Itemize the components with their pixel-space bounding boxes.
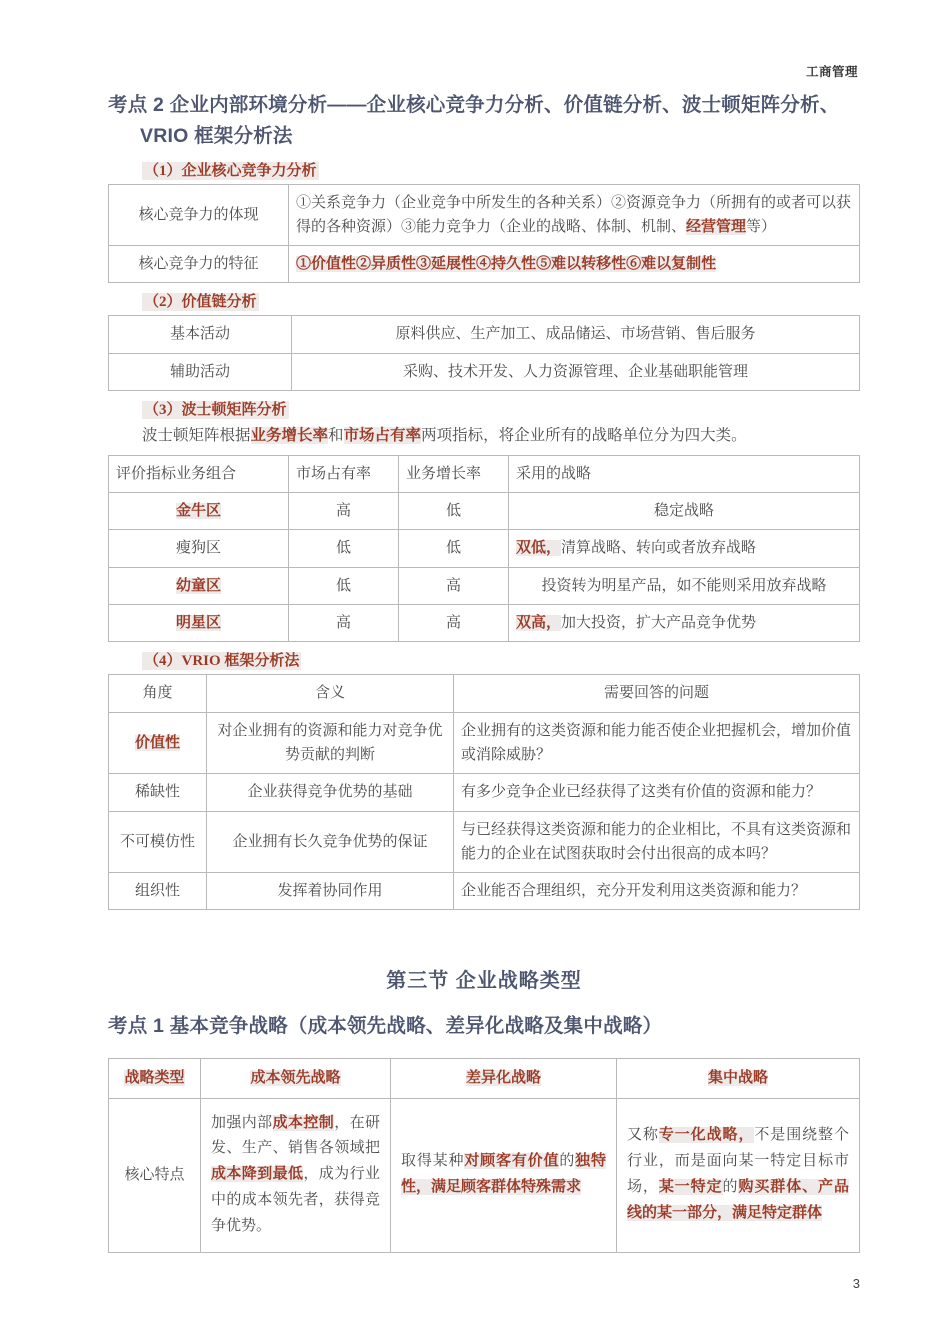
vrio-meaning-3: 发挥着协同作用 <box>207 873 454 910</box>
table-row <box>109 567 860 604</box>
table-row <box>109 184 860 246</box>
strategy-row-label: 核心特点 <box>109 1098 201 1252</box>
strategy-cost-cell <box>201 1098 391 1252</box>
kaodian1-title: 考点 1 基本竞争战略（成本领先战略、差异化战略及集中战略） <box>108 1015 663 1038</box>
bcg-header-2: 业务增长率 <box>399 455 509 492</box>
bcg-intro-pre: 波士顿矩阵根据 <box>142 427 251 445</box>
core-row1-highlight: 经营管理 <box>686 218 747 235</box>
core-feature-1: ①价值性 <box>296 256 357 273</box>
focus-p3: 的 <box>722 1179 739 1196</box>
spacer <box>108 993 860 1011</box>
focus-h3: 购买群体、产品线的某一部分，满足特定群体 <box>627 1179 849 1221</box>
vrio-header-0: 角度 <box>109 675 207 712</box>
focus-p1: 又称 <box>627 1127 659 1144</box>
strategy-header-0-label: 战略类型 <box>124 1070 185 1087</box>
cost-p3: ，成为行业中的成本领先者，获得竞争优势。 <box>211 1166 380 1234</box>
section-title: 第三节 企业战略类型 <box>386 970 582 993</box>
spacer <box>108 1046 860 1055</box>
subsection-heading-1-label: （1）企业核心竞争力分析 <box>144 162 317 179</box>
bcg-share-1: 低 <box>289 530 399 567</box>
strategy-header-3 <box>617 1059 860 1098</box>
vrio-question-0: 企业拥有的这类资源和能力能否使企业把握机会，增加价值或消除威胁？ <box>454 712 860 774</box>
table-core-competence <box>108 184 860 284</box>
bcg-zone-3 <box>109 605 289 642</box>
core-feature-4: ④持久性 <box>476 256 537 273</box>
diff-h1: 对顾客有价值 <box>464 1153 560 1170</box>
bcg-growth-2: 高 <box>399 567 509 604</box>
vrio-question-1: 有多少竞争企业已经获得了这类有价值的资源和能力？ <box>454 774 860 811</box>
bcg-strategy-3 <box>509 605 860 642</box>
bcg-strategy-2: 投资转为明星产品，如不能则采用放弃战略 <box>509 567 860 604</box>
core-row1-content <box>289 184 860 246</box>
table-row <box>109 811 860 873</box>
table-row <box>109 353 860 390</box>
bcg-strategy-3-hl: 双高， <box>516 615 562 632</box>
vrio-angle-2: 不可模仿性 <box>109 811 207 873</box>
vrio-meaning-2: 企业拥有长久竞争优势的保证 <box>207 811 454 873</box>
table-header-row <box>109 1059 860 1098</box>
bcg-growth-0: 低 <box>399 493 509 530</box>
page-title-line2: VRIO 框架分析法 <box>140 124 293 147</box>
bcg-header-0: 评价指标业务组合 <box>109 455 289 492</box>
vc-row1-label: 基本活动 <box>109 316 292 353</box>
table-basic-strategies <box>108 1058 860 1252</box>
bcg-growth-1: 低 <box>399 530 509 567</box>
subsection-heading-3-label: （3）波士顿矩阵分析 <box>144 402 287 419</box>
table-header-row <box>109 675 860 712</box>
vrio-question-3: 企业能否合理组织，充分开发利用这类资源和能力？ <box>454 873 860 910</box>
subsection-heading-4-label: （4）VRIO 框架分析法 <box>144 653 300 670</box>
cost-h1: 成本控制 <box>272 1114 335 1131</box>
table-vrio <box>108 674 860 910</box>
bcg-intro-post: 两项指标，将企业所有的战略单位分为四大类。 <box>421 427 747 445</box>
vrio-angle-0 <box>109 712 207 774</box>
vrio-angle-3: 组织性 <box>109 873 207 910</box>
subsection-heading-1 <box>142 159 860 180</box>
cost-p2: ，在研发、生产、销售各领域把 <box>211 1114 380 1157</box>
cost-h2: 成本降到最低 <box>211 1166 304 1183</box>
core-row2-content <box>289 246 860 283</box>
focus-h1: 专一化战略， <box>658 1127 755 1144</box>
bcg-strategy-1-text: 清算战略、转向或者放弃战略 <box>561 540 757 557</box>
strategy-header-3-label: 集中战略 <box>707 1070 768 1087</box>
core-feature-5: ⑤难以转移性 <box>536 256 627 273</box>
subsection-heading-2-label: （2）价值链分析 <box>144 294 257 311</box>
subsection-heading-2 <box>142 290 860 311</box>
subsection-heading-3 <box>142 398 860 419</box>
bcg-share-0: 高 <box>289 493 399 530</box>
bcg-zone-0 <box>109 493 289 530</box>
core-row1-pre: ①关系竞争力（企业竞争中所发生的各种关系）②资源竞争力（所拥有的或者可以获得的各种资源）③能力竞争力（企业的战略、体制、机制、 <box>296 194 852 235</box>
bcg-share-2: 低 <box>289 567 399 604</box>
running-header: 工商管理 <box>805 65 858 79</box>
core-feature-2: ②异质性 <box>356 256 417 273</box>
bcg-intro-hl2: 市场占有率 <box>343 427 422 445</box>
vrio-meaning-1: 企业获得竞争优势的基础 <box>207 774 454 811</box>
core-feature-6: ⑥难以复制性 <box>626 256 717 273</box>
bcg-zone-2-label: 幼童区 <box>175 577 221 594</box>
bcg-header-1: 市场占有率 <box>289 455 399 492</box>
vrio-header-2: 需要回答的问题 <box>454 675 860 712</box>
strategy-diff-cell <box>391 1098 617 1252</box>
bcg-intro-hl1: 业务增长率 <box>250 427 329 445</box>
table-header-row <box>109 455 860 492</box>
page-title-line1: 考点 2 企业内部环境分析——企业核心竞争力分析、价值链分析、波士顿矩阵分析、 <box>108 94 840 116</box>
vc-row2-label: 辅助活动 <box>109 353 292 390</box>
page-title <box>108 90 860 152</box>
strategy-focus-cell <box>617 1098 860 1252</box>
table-bcg-matrix <box>108 455 860 642</box>
table-row <box>109 493 860 530</box>
cost-p1: 加强内部 <box>211 1114 273 1131</box>
table-value-chain <box>108 315 860 391</box>
strategy-header-0 <box>109 1059 201 1098</box>
vc-row1-content: 原料供应、生产加工、成品储运、市场营销、售后服务 <box>292 316 860 353</box>
diff-p2: 的 <box>559 1153 576 1170</box>
table-row <box>109 316 860 353</box>
bcg-intro-mid: 和 <box>328 427 344 445</box>
section-spacer <box>108 912 860 964</box>
bcg-header-3: 采用的战略 <box>509 455 860 492</box>
strategy-header-1-label: 成本领先战略 <box>250 1070 341 1087</box>
vc-row2-content: 采购、技术开发、人力资源管理、企业基础职能管理 <box>292 353 860 390</box>
core-feature-3: ③延展性 <box>416 256 477 273</box>
strategy-header-2 <box>391 1059 617 1098</box>
core-row1-post: 等） <box>746 218 777 235</box>
diff-h2: 独特性，满足顾客群体特殊需求 <box>401 1153 606 1196</box>
bcg-strategy-3-text: 加大投资，扩大产品竞争优势 <box>561 615 757 632</box>
table-row <box>109 873 860 910</box>
table-row <box>109 246 860 283</box>
page-content <box>108 90 860 1255</box>
table-row <box>109 605 860 642</box>
strategy-header-2-label: 差异化战略 <box>465 1070 541 1087</box>
bcg-intro-paragraph <box>142 424 860 449</box>
bcg-strategy-0: 稳定战略 <box>509 493 860 530</box>
table-row <box>109 774 860 811</box>
page-number: 3 <box>852 1276 860 1291</box>
focus-p2: 不是围绕整个行业，而是面向某一特定目标市场， <box>627 1127 849 1196</box>
bcg-zone-2 <box>109 567 289 604</box>
bcg-zone-1: 瘦狗区 <box>109 530 289 567</box>
vrio-angle-1: 稀缺性 <box>109 774 207 811</box>
bcg-strategy-1-hl: 双低， <box>516 540 562 557</box>
vrio-angle-0-label: 价值性 <box>134 734 180 751</box>
table-row <box>109 530 860 567</box>
strategy-header-1 <box>201 1059 391 1098</box>
vrio-question-2: 与已经获得这类资源和能力的企业相比，不具有这类资源和能力的企业在试图获取时会付出很高的成本吗？ <box>454 811 860 873</box>
diff-p1: 取得某种 <box>401 1153 465 1170</box>
bcg-share-3: 高 <box>289 605 399 642</box>
vrio-meaning-0: 对企业拥有的资源和能力对竞争优势贡献的判断 <box>207 712 454 774</box>
table-row <box>109 712 860 774</box>
core-row1-label: 核心竞争力的体现 <box>109 184 289 246</box>
focus-h2: 某一特定 <box>658 1179 723 1196</box>
bcg-zone-0-label: 金牛区 <box>175 503 221 520</box>
bcg-strategy-1 <box>509 530 860 567</box>
bcg-zone-3-label: 明星区 <box>175 615 221 632</box>
table-row <box>109 1098 860 1252</box>
core-row2-label: 核心竞争力的特征 <box>109 246 289 283</box>
bcg-growth-3: 高 <box>399 605 509 642</box>
subsection-heading-4 <box>142 649 860 670</box>
vrio-header-1: 含义 <box>207 675 454 712</box>
